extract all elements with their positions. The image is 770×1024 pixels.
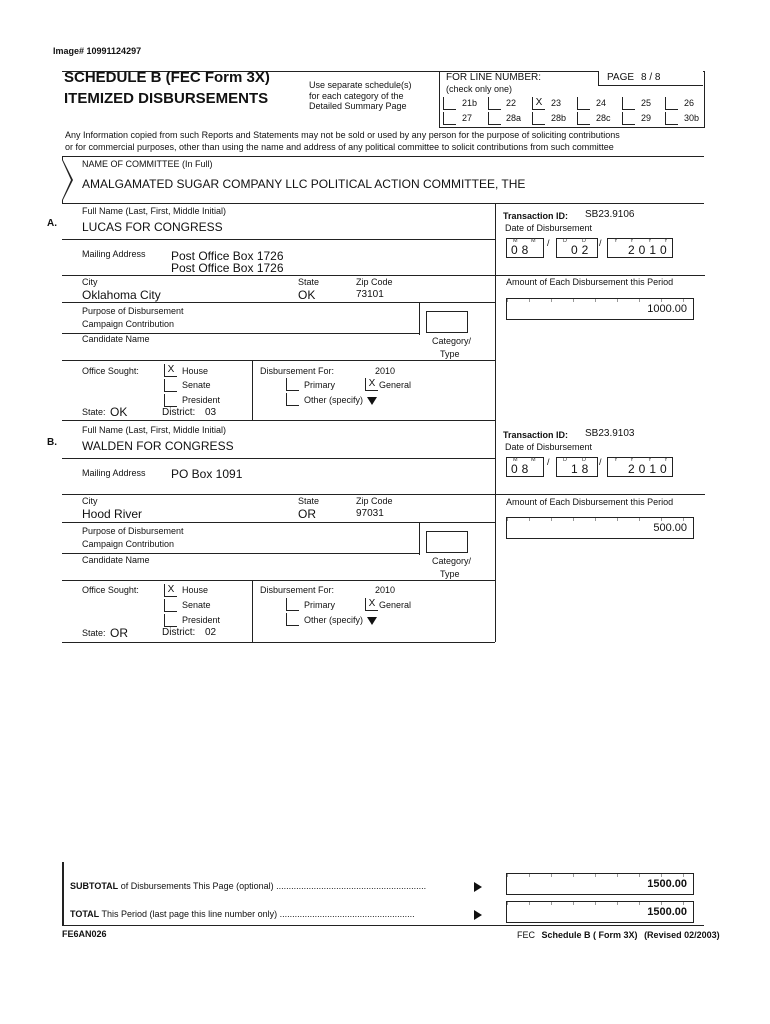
- other-label: Other (specify): [304, 615, 377, 625]
- candidate-name-label: Candidate Name: [82, 555, 150, 565]
- line-checkbox-29[interactable]: [622, 112, 635, 125]
- category-label: Category/: [432, 556, 472, 566]
- amount-label: Amount of Each Disbursement this Period: [506, 497, 674, 507]
- line-label-25: 25: [641, 98, 652, 108]
- line-checkbox-28c[interactable]: [577, 112, 590, 125]
- date-month[interactable]: M M 08: [506, 457, 544, 477]
- category-label: Category/: [432, 336, 472, 346]
- committee-name: AMALGAMATED SUGAR COMPANY LLC POLITICAL ACTION COMMITTEE, THE: [82, 177, 526, 191]
- image-id: Image# 10991124297: [53, 46, 142, 56]
- disbursement-for-label: Disbursement For:: [260, 585, 335, 595]
- state-value[interactable]: OK: [298, 288, 316, 302]
- subtotal-arrow-icon: [474, 882, 482, 892]
- zip-value[interactable]: 73101: [356, 289, 384, 300]
- type-label: Type: [440, 569, 460, 579]
- full-name-label: Full Name (Last, First, Middle Initial): [82, 425, 227, 435]
- other-checkbox[interactable]: [286, 393, 299, 406]
- general-checkbox[interactable]: X: [365, 598, 378, 611]
- district-value[interactable]: 02: [205, 627, 217, 638]
- transaction-id-label: Transaction ID:: [503, 430, 569, 440]
- zip-label: Zip Code: [356, 277, 393, 287]
- date-label: Date of Disbursement: [505, 442, 593, 452]
- entry-letter: B.: [47, 437, 57, 448]
- date-separator: /: [547, 238, 550, 248]
- state-label: State: [298, 277, 320, 287]
- mailing-address-label: Mailing Address: [82, 249, 146, 259]
- date-day[interactable]: D D 02: [556, 238, 598, 258]
- type-label: Type: [440, 349, 460, 359]
- subtotal-field[interactable]: 1500.00: [506, 873, 694, 895]
- house-label: House: [182, 366, 209, 376]
- disbursement-for-label: Disbursement For:: [260, 366, 335, 376]
- president-label: President: [182, 395, 221, 405]
- line-checkbox-23[interactable]: X: [532, 97, 545, 110]
- office-state-value[interactable]: OK: [110, 405, 128, 419]
- district-label: District:: [162, 407, 196, 418]
- office-state-label: State:: [82, 628, 106, 638]
- date-separator: /: [547, 457, 550, 467]
- entry-letter: A.: [47, 218, 57, 229]
- purpose-label: Purpose of Disbursement: [82, 526, 184, 536]
- election-year[interactable]: 2010: [375, 366, 396, 376]
- other-label: Other (specify): [304, 395, 377, 405]
- office-state-value[interactable]: OR: [110, 626, 128, 640]
- date-year[interactable]: Y Y Y Y 2010: [607, 238, 673, 258]
- general-label: General: [379, 600, 412, 610]
- senate-checkbox[interactable]: [164, 379, 177, 392]
- primary-label: Primary: [304, 380, 335, 390]
- office-state-label: State:: [82, 407, 106, 417]
- transaction-id-label: Transaction ID:: [503, 211, 569, 221]
- house-checkbox[interactable]: X: [164, 584, 177, 597]
- president-label: President: [182, 615, 221, 625]
- purpose-value[interactable]: Campaign Contribution: [82, 319, 175, 329]
- line-label-26: 26: [684, 98, 695, 108]
- purpose-label: Purpose of Disbursement: [82, 306, 184, 316]
- line-label-28b: 28b: [551, 113, 567, 123]
- address-line-1[interactable]: PO Box 1091: [171, 467, 243, 481]
- election-year[interactable]: 2010: [375, 585, 396, 595]
- office-sought-label: Office Sought:: [82, 366, 139, 376]
- amount-label: Amount of Each Disbursement this Period: [506, 277, 674, 287]
- form-title: SCHEDULE B (FEC Form 3X): [64, 69, 270, 86]
- form-subtitle: ITEMIZED DISBURSEMENTS: [64, 90, 269, 107]
- line-checkbox-28b[interactable]: [532, 112, 545, 125]
- line-label-29: 29: [641, 113, 652, 123]
- city-label: City: [82, 277, 98, 287]
- line-label-28a: 28a: [506, 113, 522, 123]
- transaction-id-value[interactable]: SB23.9103: [585, 428, 635, 439]
- state-value[interactable]: OR: [298, 507, 316, 521]
- line-checkbox-21b[interactable]: [443, 97, 456, 110]
- city-value[interactable]: Hood River: [82, 507, 143, 521]
- house-label: House: [182, 585, 209, 595]
- committee-label: NAME OF COMMITTEE (In Full): [82, 159, 213, 169]
- separate-schedules-note: Use separate schedule(s) for each category of the Detailed Summary Page: [309, 80, 412, 111]
- line-checkbox-27[interactable]: [443, 112, 456, 125]
- page-label: PAGE: [607, 72, 635, 83]
- purpose-value[interactable]: Campaign Contribution: [82, 539, 175, 549]
- amount-field[interactable]: 500.00: [506, 517, 694, 539]
- candidate-name-label: Candidate Name: [82, 334, 150, 344]
- dropdown-arrow-icon: [367, 397, 377, 405]
- line-checkbox-24[interactable]: [577, 97, 590, 110]
- total-label: TOTAL This Period (last page this line number only) ......................................................: [70, 909, 415, 919]
- date-year[interactable]: Y Y Y Y 2010: [607, 457, 673, 477]
- date-separator: /: [599, 238, 602, 248]
- general-checkbox[interactable]: X: [365, 378, 378, 391]
- line-checkbox-22[interactable]: [488, 97, 501, 110]
- subtotal-label: SUBTOTAL of Disbursements This Page (optional) ............................................................: [70, 881, 427, 891]
- primary-checkbox[interactable]: [286, 598, 299, 611]
- line-label-22: 22: [506, 98, 517, 108]
- dropdown-arrow-icon: [367, 617, 377, 625]
- footer-form-id: FEC Schedule B ( Form 3X) (Revised 02/2003): [517, 930, 720, 940]
- date-day[interactable]: D D 18: [556, 457, 598, 477]
- date-separator: /: [599, 457, 602, 467]
- district-label: District:: [162, 627, 196, 638]
- zip-value[interactable]: 97031: [356, 508, 384, 519]
- check-only-one: (check only one): [446, 84, 513, 94]
- office-sought-label: Office Sought:: [82, 585, 139, 595]
- line-label-28c: 28c: [596, 113, 611, 123]
- address-line-2[interactable]: Post Office Box 1726: [171, 261, 284, 275]
- senate-checkbox[interactable]: [164, 599, 177, 612]
- line-label-23: 23: [551, 98, 562, 108]
- general-label: General: [379, 380, 412, 390]
- payee-name[interactable]: WALDEN FOR CONGRESS: [82, 439, 234, 453]
- total-arrow-icon: [474, 910, 482, 920]
- city-label: City: [82, 496, 98, 506]
- house-checkbox[interactable]: X: [164, 364, 177, 377]
- district-value[interactable]: 03: [205, 407, 217, 418]
- line-label-30b: 30b: [684, 113, 700, 123]
- payee-name[interactable]: LUCAS FOR CONGRESS: [82, 220, 223, 234]
- line-checkbox-30b[interactable]: [665, 112, 678, 125]
- mailing-address-label: Mailing Address: [82, 468, 146, 478]
- zip-label: Zip Code: [356, 496, 393, 506]
- full-name-label: Full Name (Last, First, Middle Initial): [82, 206, 227, 216]
- date-month[interactable]: M M 08: [506, 238, 544, 258]
- category-box[interactable]: [426, 531, 468, 553]
- page-box: [598, 71, 703, 86]
- line-label-21b: 21b: [462, 98, 478, 108]
- president-checkbox[interactable]: [164, 394, 177, 407]
- date-label: Date of Disbursement: [505, 223, 593, 233]
- city-value[interactable]: Oklahoma City: [82, 288, 161, 302]
- page-value: 8 / 8: [641, 72, 661, 83]
- amount-field[interactable]: 1000.00: [506, 298, 694, 320]
- address-line-1[interactable]: Post Office Box 1726: [171, 249, 284, 263]
- for-line-number-label: FOR LINE NUMBER:: [446, 72, 542, 83]
- category-box[interactable]: [426, 311, 468, 333]
- president-checkbox[interactable]: [164, 614, 177, 627]
- primary-checkbox[interactable]: [286, 378, 299, 391]
- other-checkbox[interactable]: [286, 613, 299, 626]
- line-checkbox-25[interactable]: [622, 97, 635, 110]
- footer-code: FE6AN026: [62, 929, 107, 939]
- notice-text: Any Information copied from such Reports and Statements may not be sold or used by any person for the purpose of soliciting contributions or for commercial purposes, other than using the name and address of any political committee to solicit contributions from such committee: [65, 130, 620, 152]
- line-label-24: 24: [596, 98, 607, 108]
- state-label: State: [298, 496, 320, 506]
- line-checkbox-28a[interactable]: [488, 112, 501, 125]
- total-field[interactable]: 1500.00: [506, 901, 694, 923]
- transaction-id-value[interactable]: SB23.9106: [585, 209, 635, 220]
- primary-label: Primary: [304, 600, 335, 610]
- line-label-27: 27: [462, 113, 473, 123]
- senate-label: Senate: [182, 380, 211, 390]
- senate-label: Senate: [182, 600, 211, 610]
- line-checkbox-26[interactable]: [665, 97, 678, 110]
